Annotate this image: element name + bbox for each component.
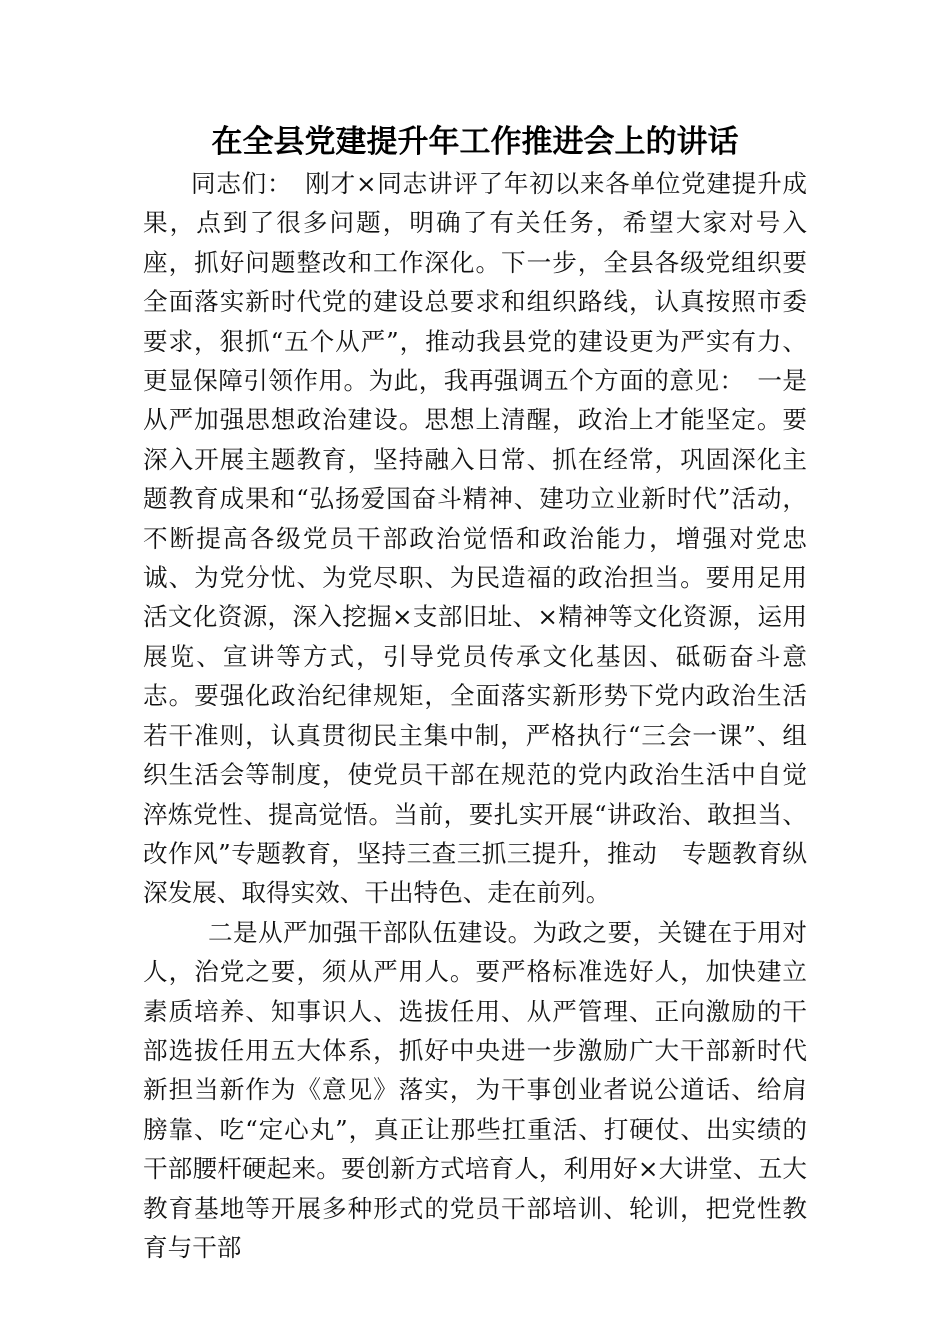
paragraph-2: 二是从严加强干部队伍建设。为政之要，关键在于用对人，治党之要，须从严用人。要严格标准选好人，加快建立素质培养、知事识人、选拔任用、从严管理、正向激励的干部选拔任用五大体系，抓好中央进一步激励广大干部新时代新担当新作为《意见》落实，为干事创业者说公道话、给肩膀靠、吃“定心丸”，真正让那些扛重活、打硬仗、出实绩的干部腰杆硬起来。要创新方式培育人，利用好×大讲堂、五大教育基地等开展多种形式的党员干部培训、轮训，把党性教育与干部 (143, 917, 807, 1262)
document-body (143, 164, 807, 1267)
paragraph-1: 同志们： 刚才×同志讲评了年初以来各单位党建提升成果，点到了很多问题，明确了有关任务，希望大家对号入座，抓好问题整改和工作深化。下一步，全县各级党组织要全面落实新时代党的建设总要求和组织路线，认真按照市委要求，狠抓“五个从严”，推动我县党的建设更为严实有力、更显保障引领作用。为此，我再强调五个方面的意见： 一是从严加强思想政治建设。思想上清醒，政治上才能坚定。要深入开展主题教育，坚持融入日常、抓在经常，巩固深化主题教育成果和“弘扬爱国奋斗精神、建功立业新时代”活动，不断提高各级党员干部政治觉悟和政治能力，增强对党忠诚、为党分忧、为党尽职、为民造福的政治担当。要用足用活文化资源，深入挖掘×支部旧址、×精神等文化资源，运用展览、宣讲等方式，引导党员传承文化基因、砥砺奋斗意志。要强化政治纪律规矩，全面落实新形势下党内政治生活若干准则，认真贯彻民主集中制，严格执行“三会一课”、组织生活会等制度，使党员干部在规范的党内政治生活中自觉淬炼党性、提高觉悟。当前，要扎实开展“讲政治、敢担当、改作风”专题教育，坚持三查三抓三提升，推动 专题教育纵深发展、取得实效、干出特色、走在前列。 (143, 169, 807, 908)
document-title: 在全县党建提升年工作推进会上的讲话 (211, 124, 739, 160)
